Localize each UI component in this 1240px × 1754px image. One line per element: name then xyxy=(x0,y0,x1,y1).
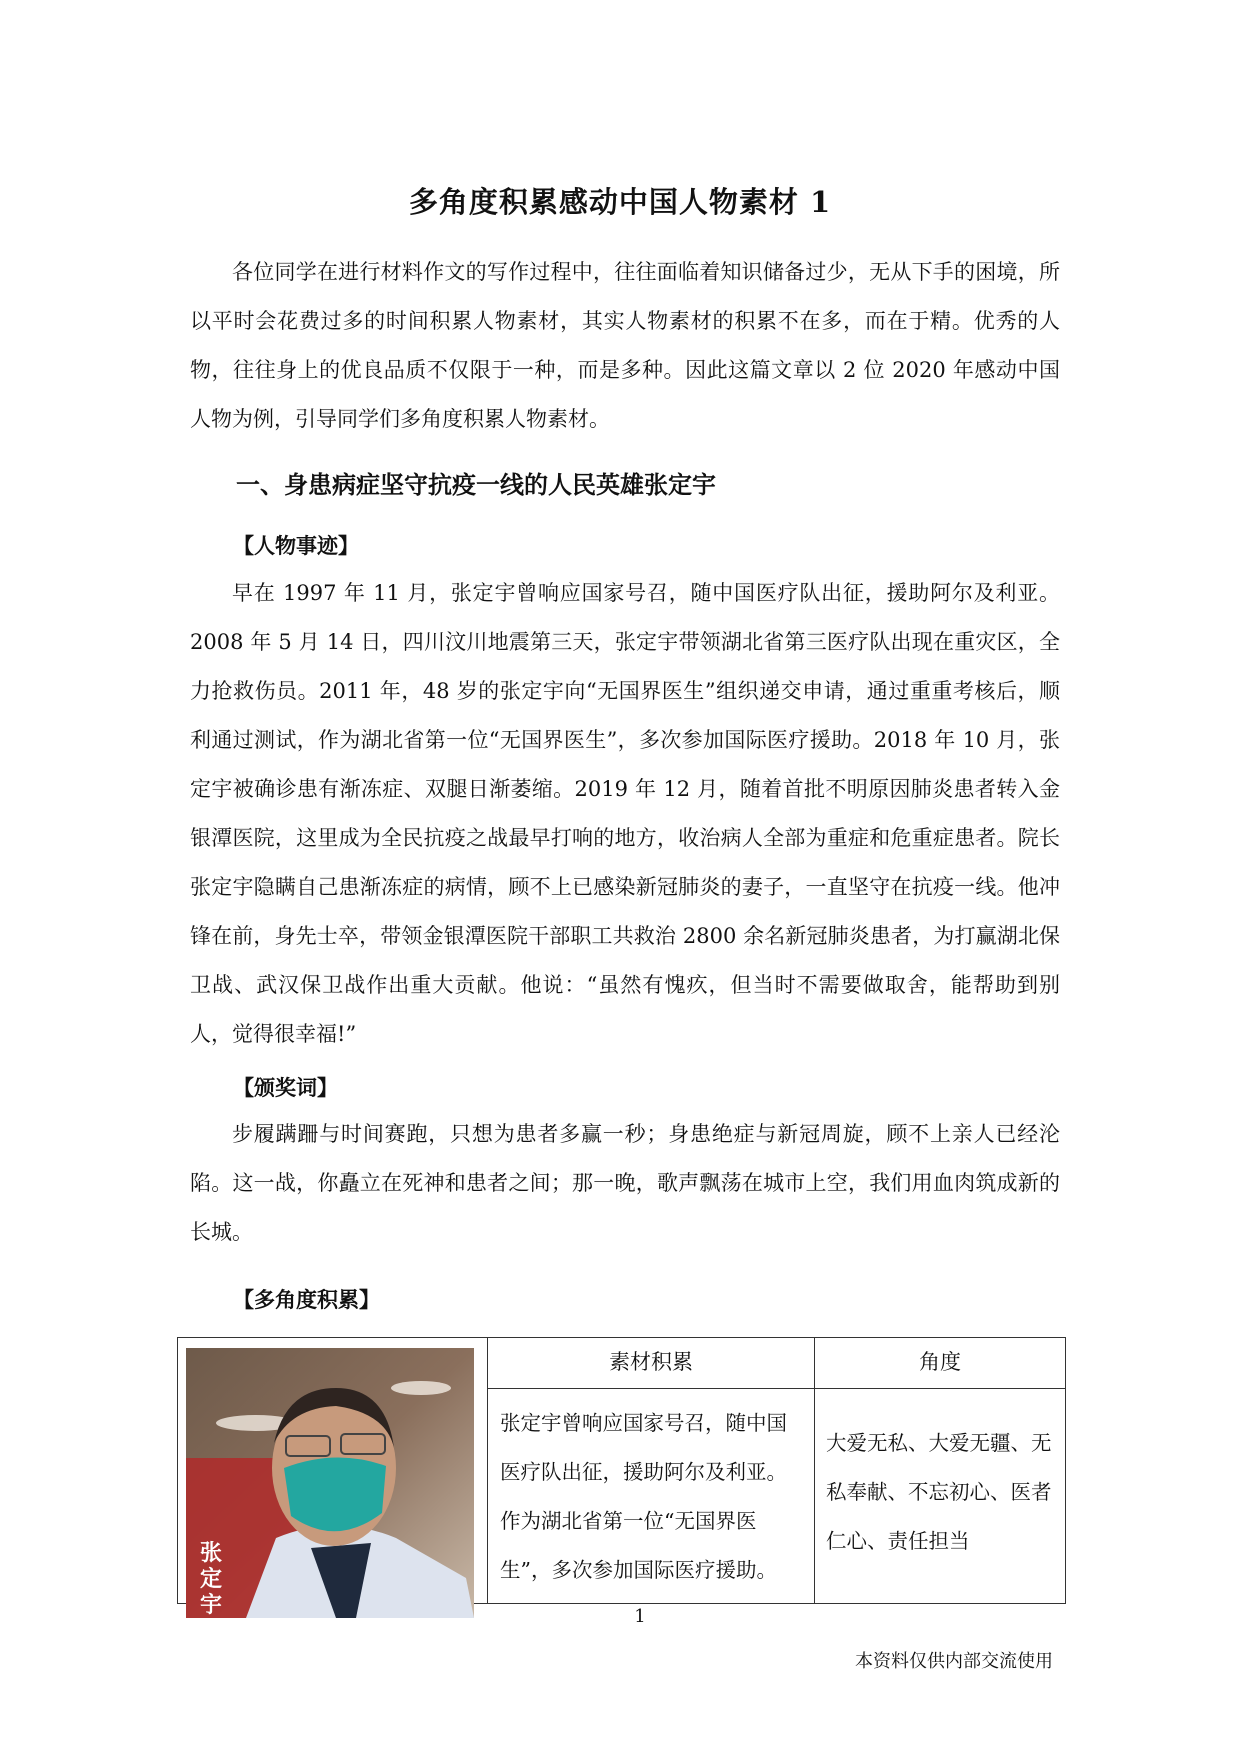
multi-angle-label: 【多角度积累】 xyxy=(233,1287,380,1312)
intro-paragraph: 各位同学在进行材料作文的写作过程中，往往面临着知识储备过少，无从下手的困境，所以平时会花费过多的时间积累人物素材，其实人物素材的积累不在多，而在于精。优秀的人物，往往身上的优良品质不仅限于一种，而是多种。因此这篇文章以 2 位 2020 年感动中国人物为例，引导同学们多角度积累人物素材。 xyxy=(190,260,1060,431)
material-cell: 张定宇曾响应国家号召，随中国医疗队出征，援助阿尔及利亚。作为湖北省第一位“无国界医生”，多次参加国际医疗援助。 xyxy=(500,1411,787,1582)
section-heading: 一、身患病症坚守抗疫一线的人民英雄张定宇 xyxy=(236,470,716,499)
header-angle: 角度 xyxy=(919,1350,961,1374)
footer-notice: 本资料仅供内部交流使用 xyxy=(855,1651,1053,1672)
deeds-label: 【人物事迹】 xyxy=(233,533,359,558)
document-title: 多角度积累感动中国人物素材 1 xyxy=(408,185,832,219)
table-header-row xyxy=(488,1337,1066,1389)
award-label: 【颁奖词】 xyxy=(233,1075,338,1100)
deeds-paragraph: 早在 1997 年 11 月，张定宇曾响应国家号召，随中国医疗队出征，援助阿尔及利亚。2008 年 5 月 14 日，四川汶川地震第三天，张定宇带领湖北省第三医疗队出现在重灾区，全力抢救伤员。2011 年，48 岁的张定宇向“无国界医生”组织递交申请，通过重重考核后，顺利通过测试，作为湖北省第一位“无国界医生”，多次参加国际医疗援助。2018 年 10 月，张定宇被确诊患有渐冻症、双腿日渐萎缩。2019 年 12 月，随着首批不明原因肺炎患者转入金银潭医院，这里成为全民抗疫之战最早打响的地方，收治病人全部为重症和危重症患者。院长张定宇隐瞒自己患渐冻症的病情，顾不上已感染新冠肺炎的妻子，一直坚守在抗疫一线。他冲锋在前，身先士卒，带领金银潭医院干部职工共救治 2800 余名新冠肺炎患者，为打赢湖北保卫战、武汉保卫战作出重大贡献。他说：“虽然有愧疚，但当时不需要做取舍，能帮助到别人，觉得很幸福!” xyxy=(190,581,1060,1046)
svg-text:宇: 宇 xyxy=(200,1593,223,1618)
page-number: 1 xyxy=(634,1606,646,1627)
portrait-image-icon xyxy=(186,1348,474,1618)
angle-cell: 大爱无私、大爱无疆、无私奉献、不忘初心、医者仁心、责任担当 xyxy=(826,1431,1052,1553)
portrait-photo xyxy=(186,1348,474,1618)
svg-text:定: 定 xyxy=(200,1567,223,1592)
column-divider xyxy=(814,1337,815,1603)
header-material: 素材积累 xyxy=(609,1350,693,1374)
svg-text:张: 张 xyxy=(200,1541,223,1566)
table-inner xyxy=(487,1337,1066,1603)
award-paragraph: 步履蹒跚与时间赛跑，只想为患者多赢一秒；身患绝症与新冠周旋，顾不上亲人已经沦陷。这一战，你矗立在死神和患者之间；那一晚，歌声飘荡在城市上空，我们用血肉筑成新的长城。 xyxy=(190,1122,1060,1244)
